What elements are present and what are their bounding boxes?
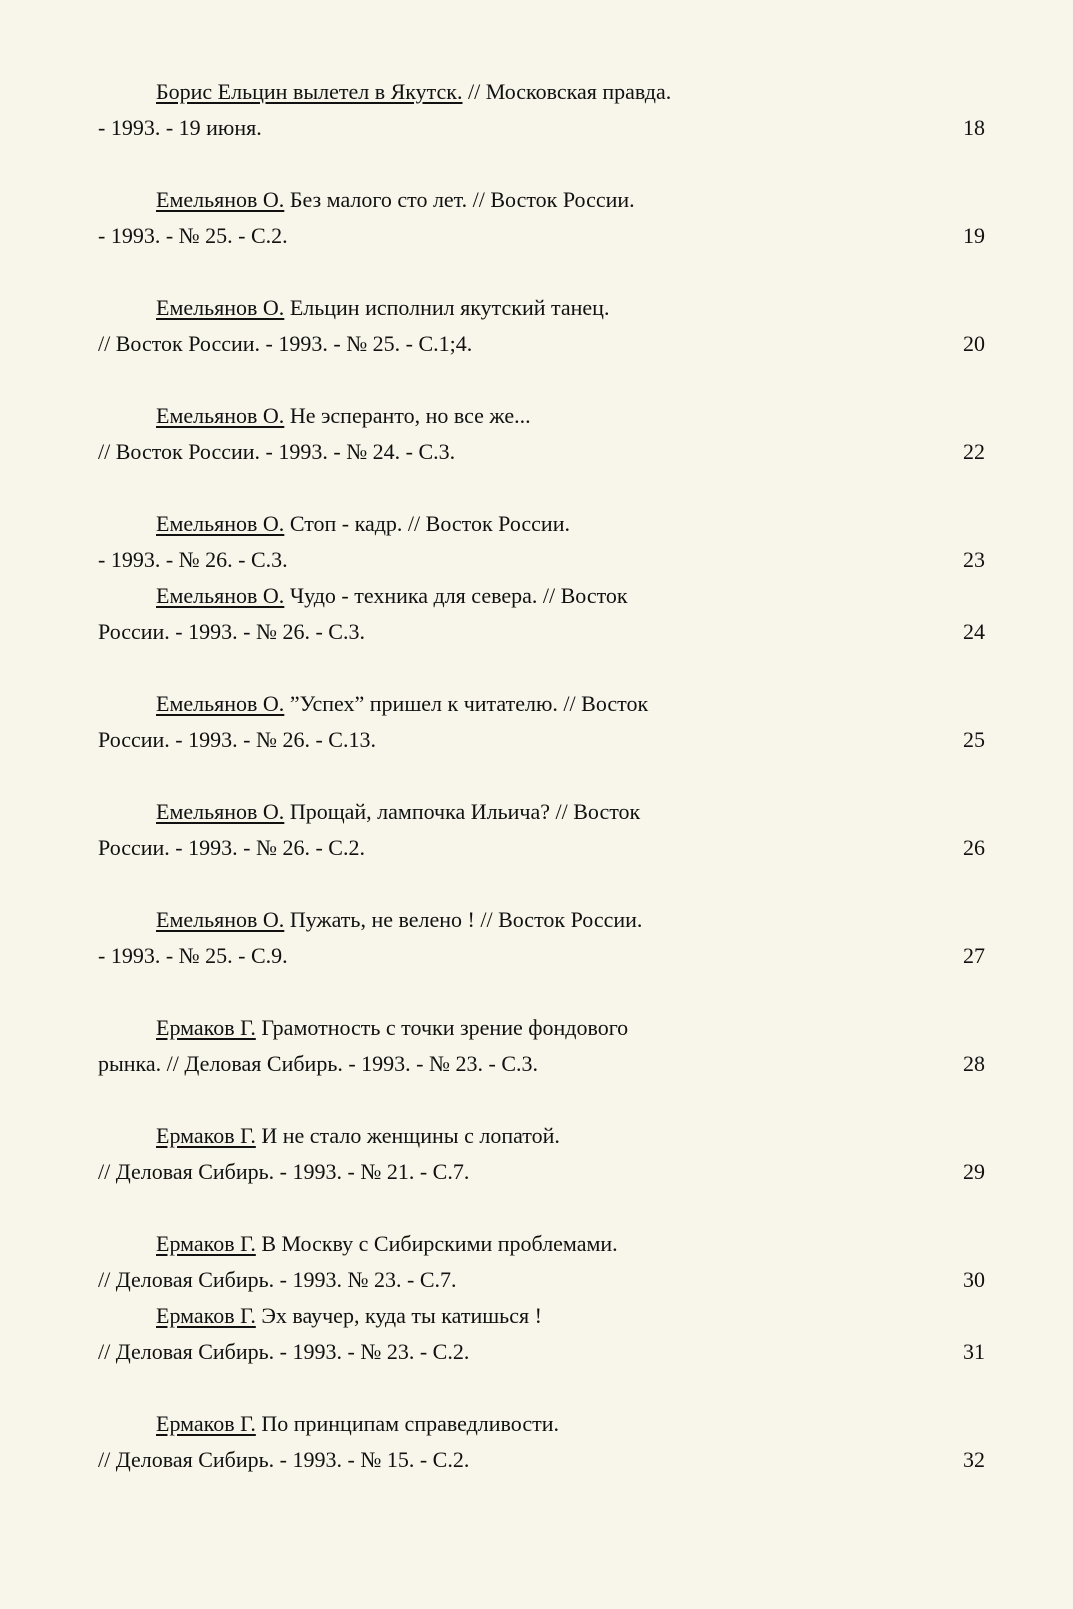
bibliography-entry (98, 1118, 988, 1190)
bibliography-entry (98, 506, 988, 578)
entry-text: Ельцин исполнил якутский танец. (284, 295, 610, 320)
entry-author: Емельянов О. (156, 187, 285, 212)
entry-number: 31 (963, 1339, 985, 1364)
entry-source: - 1993. - № 25. - С.9. (98, 943, 288, 968)
entry-source: рынка. // Деловая Сибирь. - 1993. - № 23. - С.3. (98, 1051, 538, 1076)
bibliography-entry (98, 1298, 988, 1370)
entry-number: 23 (963, 547, 985, 572)
entry-text: Стоп - кадр. // Восток России. (284, 511, 570, 536)
entry-number: 28 (963, 1051, 985, 1076)
entry-number: 18 (963, 115, 985, 140)
entry-source: // Деловая Сибирь. - 1993. № 23. - С.7. (98, 1267, 457, 1292)
entry-source: - 1993. - 19 июня. (98, 115, 262, 140)
entry-text: В Москву с Сибирскими проблемами. (255, 1231, 618, 1256)
bibliography-entry (98, 1226, 988, 1298)
entry-title: Борис Ельцин вылетел в Якутск. (156, 79, 463, 104)
entry-author: Емельянов О. (156, 295, 285, 320)
entry-number: 26 (963, 835, 985, 860)
entry-author: Емельянов О. (156, 511, 285, 536)
entry-author: Ермаков Г. (156, 1303, 256, 1328)
entry-text: ”Успех” пришел к читателю. // Восток (284, 691, 649, 716)
entry-source: // Восток России. - 1993. - № 24. - С.3. (98, 439, 456, 464)
entry-author: Емельянов О. (156, 403, 285, 428)
entry-text: Чудо - техника для севера. // Восток (284, 583, 628, 608)
entry-author: Ермаков Г. (156, 1231, 256, 1256)
entry-text: Прощай, лампочка Ильича? // Восток (284, 799, 641, 824)
entry-author: Емельянов О. (156, 799, 285, 824)
entry-number: 19 (963, 223, 985, 248)
bibliography-entry (98, 578, 988, 650)
entry-source: России. - 1993. - № 26. - С.13. (98, 727, 376, 752)
entry-number: 20 (963, 331, 985, 356)
entry-source: России. - 1993. - № 26. - С.2. (98, 835, 365, 860)
entry-number: 30 (963, 1267, 985, 1292)
entry-source: - 1993. - № 25. - С.2. (98, 223, 288, 248)
entry-source: // Деловая Сибирь. - 1993. - № 15. - С.2. (98, 1447, 470, 1472)
bibliography-entry (98, 902, 988, 974)
entry-text: Пужать, не велено ! // Восток России. (284, 907, 643, 932)
bibliography-entry (98, 398, 988, 470)
entry-number: 27 (963, 943, 985, 968)
entry-number: 24 (963, 619, 985, 644)
bibliography-entry (98, 182, 988, 254)
entry-number: 25 (963, 727, 985, 752)
entry-number: 29 (963, 1159, 985, 1184)
bibliography-entry (98, 1010, 988, 1082)
entry-author: Ермаков Г. (156, 1411, 256, 1436)
entry-source: // Восток России. - 1993. - № 25. - С.1;4. (98, 331, 473, 356)
entry-text: Не эсперанто, но все же... (284, 403, 531, 428)
bibliography-entry (98, 1406, 988, 1478)
entry-number: 32 (963, 1447, 985, 1472)
entry-source: // Деловая Сибирь. - 1993. - № 23. - С.2. (98, 1339, 470, 1364)
entry-source: России. - 1993. - № 26. - С.3. (98, 619, 365, 644)
entry-text: И не стало женщины с лопатой. (255, 1123, 560, 1148)
entry-source: - 1993. - № 26. - С.3. (98, 547, 288, 572)
entry-author: Ермаков Г. (156, 1015, 256, 1040)
entry-source: // Деловая Сибирь. - 1993. - № 21. - С.7. (98, 1159, 470, 1184)
entry-text: По принципам справедливости. (255, 1411, 559, 1436)
entry-number: 22 (963, 439, 985, 464)
bibliography-entry (98, 290, 988, 362)
entry-author: Ермаков Г. (156, 1123, 256, 1148)
bibliography-entry (98, 794, 988, 866)
entry-text: Без малого сто лет. // Восток России. (284, 187, 635, 212)
entry-text: Грамотность с точки зрение фондового (255, 1015, 629, 1040)
entry-author: Емельянов О. (156, 691, 285, 716)
entry-text: // Московская правда. (462, 79, 672, 104)
entry-author: Емельянов О. (156, 907, 285, 932)
entry-text: Эх ваучер, куда ты катишься ! (255, 1303, 542, 1328)
bibliography-entry (98, 74, 988, 146)
bibliography-entry (98, 686, 988, 758)
entry-author: Емельянов О. (156, 583, 285, 608)
